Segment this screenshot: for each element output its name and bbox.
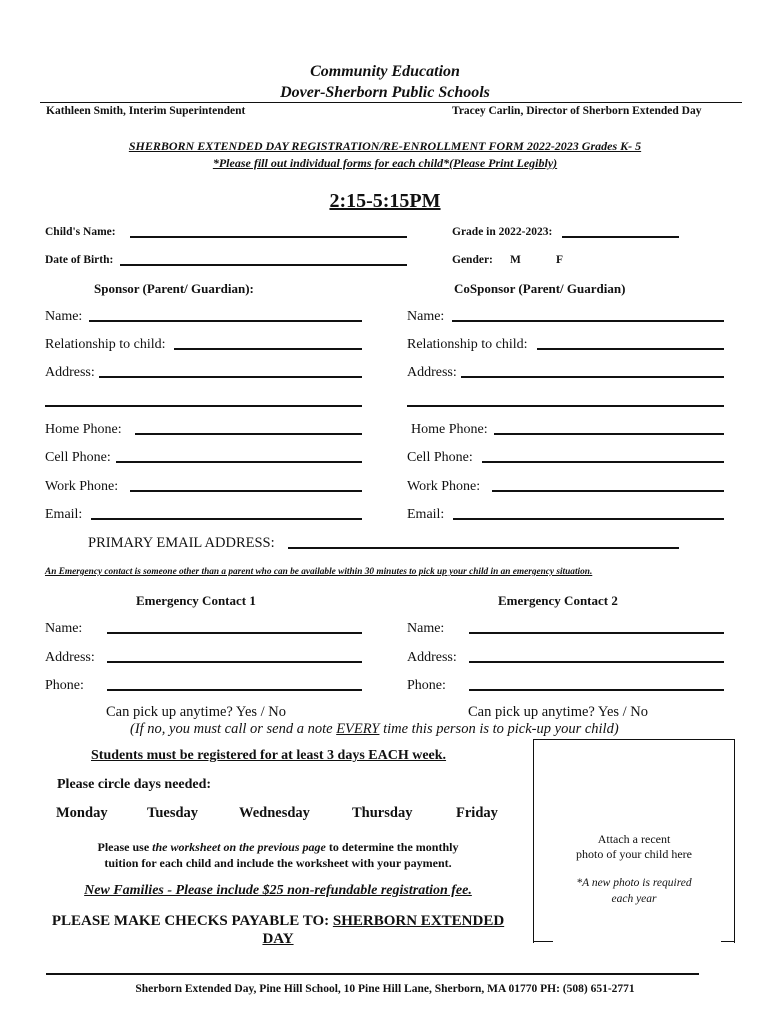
sponsor-work-phone-field[interactable] [130,490,362,492]
form-instruction: *Please fill out individual forms for each child*(Please Print Legibly) [212,156,558,170]
cosponsor-address-field[interactable] [461,376,724,378]
sponsor-address-label: Address: [45,365,95,380]
emergency2-address-field[interactable] [469,661,724,663]
checks-payee-line2: DAY [262,931,294,947]
emergency1-address-label: Address: [45,650,95,665]
cosponsor-home-phone-field[interactable] [494,433,724,435]
pickup-note-start: (If no, you must call or send a note [130,721,337,737]
emergency1-phone-field[interactable] [107,689,362,691]
emergency2-phone-label: Phone: [407,678,446,693]
cosponsor-work-phone-field[interactable] [492,490,724,492]
child-name-label: Child's Name: [45,226,116,238]
sponsor-email-label: Email: [45,507,83,522]
pickup-note [130,721,619,738]
cosponsor-work-phone-label: Work Phone: [407,479,481,494]
photo-box-bottom-left [533,941,553,942]
emergency2-address-label: Address: [407,650,457,665]
emergency1-name-field[interactable] [107,632,362,634]
grade-label: Grade in 2022-2023: [452,226,553,238]
footer-rule [46,973,699,975]
day-friday[interactable]: Friday [456,805,498,821]
superintendent-label: Kathleen Smith, Interim Superintendent [46,105,246,117]
footer-contact: Sherborn Extended Day, Pine Hill School, 10 Pine Hill Lane, Sherborn, MA 01770 PH: (508) 651-2771 [135,983,635,995]
cosponsor-relationship-field[interactable] [537,348,724,350]
dob-field[interactable] [120,264,407,266]
checks-payable-label: PLEASE MAKE CHECKS PAYABLE TO: [51,913,333,929]
day-wednesday[interactable]: Wednesday [239,805,310,821]
emergency-contact-1-heading: Emergency Contact 1 [136,593,256,608]
pickup-note-every: EVERY [336,721,380,737]
form-heading: SHERBORN EXTENDED DAY REGISTRATION/RE-ENROLLMENT FORM 2022-2023 Grades K- 5 [128,139,642,153]
emergency1-name-label: Name: [45,621,83,636]
cosponsor-email-label: Email: [407,507,445,522]
day-tuesday[interactable]: Tuesday [147,805,199,821]
gender-label: Gender: [452,254,493,266]
new-families-fee: New Families - Please include $25 non-refundable registration fee. [84,883,472,898]
worksheet-instruction [30,840,526,855]
registration-requirement: Students must be registered for at least 3 days EACH week. [91,748,447,763]
cosponsor-email-field[interactable] [453,518,724,520]
photo-box-bottom-right [721,941,735,942]
director-label: Tracey Carlin, Director of Sherborn Extended Day [452,105,702,117]
sponsor-heading: Sponsor (Parent/ Guardian): [94,281,254,296]
cosponsor-name-field[interactable] [452,320,724,322]
sponsor-address-field[interactable] [99,376,362,378]
photo-box[interactable] [533,739,735,943]
circle-days-label: Please circle days needed: [57,777,212,792]
sponsor-work-phone-label: Work Phone: [45,479,119,494]
sponsor-relationship-field[interactable] [174,348,362,350]
day-monday[interactable]: Monday [56,805,108,821]
cosponsor-relationship-label: Relationship to child: [407,337,528,352]
cosponsor-heading: CoSponsor (Parent/ Guardian) [454,281,626,296]
gender-f-option[interactable]: F [556,254,564,266]
day-thursday[interactable]: Thursday [352,805,413,821]
checks-payee: SHERBORN EXTENDED [332,913,505,929]
emergency2-name-label: Name: [407,621,445,636]
sponsor-relationship-label: Relationship to child: [45,337,166,352]
sponsor-home-phone-field[interactable] [135,433,362,435]
emergency-contact-2-heading: Emergency Contact 2 [498,593,618,608]
worksheet-pre: Please use [97,840,153,854]
emergency2-phone-field[interactable] [469,689,724,691]
sponsor-name-field[interactable] [89,320,362,322]
photo-instruction-2: photo of your child here [576,847,692,861]
program-time: 2:15-5:15PM [329,190,441,212]
sponsor-cell-phone-field[interactable] [116,461,362,463]
sponsor-name-label: Name: [45,309,83,324]
cosponsor-cell-phone-field[interactable] [482,461,724,463]
header-rule [40,102,742,103]
dob-label: Date of Birth: [45,254,114,266]
grade-field[interactable] [562,236,679,238]
header-title: Community Education [310,63,460,80]
cosponsor-home-phone-label: Home Phone: [411,422,488,437]
header-subtitle: Dover-Sherborn Public Schools [280,84,490,101]
cosponsor-address-field-2[interactable] [407,405,724,407]
photo-box-top [533,739,735,740]
child-name-field[interactable] [130,236,407,238]
photo-requirement-1: *A new photo is required [576,877,692,889]
sponsor-home-phone-label: Home Phone: [45,422,122,437]
emergency-note: An Emergency contact is someone other than a parent who can be available within 30 minutes to pick up your child in an emergency situation. [45,567,593,577]
primary-email-field[interactable] [288,547,679,549]
worksheet-italic: the worksheet on the previous page [152,840,326,854]
emergency1-address-field[interactable] [107,661,362,663]
cosponsor-address-label: Address: [407,365,457,380]
worksheet-post: to determine the monthly [325,840,459,854]
emergency2-name-field[interactable] [469,632,724,634]
gender-m-option[interactable]: M [510,254,521,266]
emergency1-pickup-question[interactable]: Can pick up anytime? Yes / No [106,704,287,720]
emergency1-phone-label: Phone: [45,678,84,693]
cosponsor-cell-phone-label: Cell Phone: [407,450,473,465]
checks-payable [30,913,526,930]
emergency2-pickup-question[interactable]: Can pick up anytime? Yes / No [468,704,649,720]
sponsor-cell-phone-label: Cell Phone: [45,450,111,465]
photo-requirement-2: each year [611,893,657,905]
cosponsor-name-label: Name: [407,309,445,324]
sponsor-email-field[interactable] [91,518,362,520]
photo-instruction-1: Attach a recent [597,832,671,846]
primary-email-label: PRIMARY EMAIL ADDRESS: [88,535,275,551]
worksheet-instruction-2: tuition for each child and include the worksheet with your payment. [104,856,452,870]
pickup-note-end: time this person is to pick-up your child) [379,721,619,737]
sponsor-address-field-2[interactable] [45,405,362,407]
